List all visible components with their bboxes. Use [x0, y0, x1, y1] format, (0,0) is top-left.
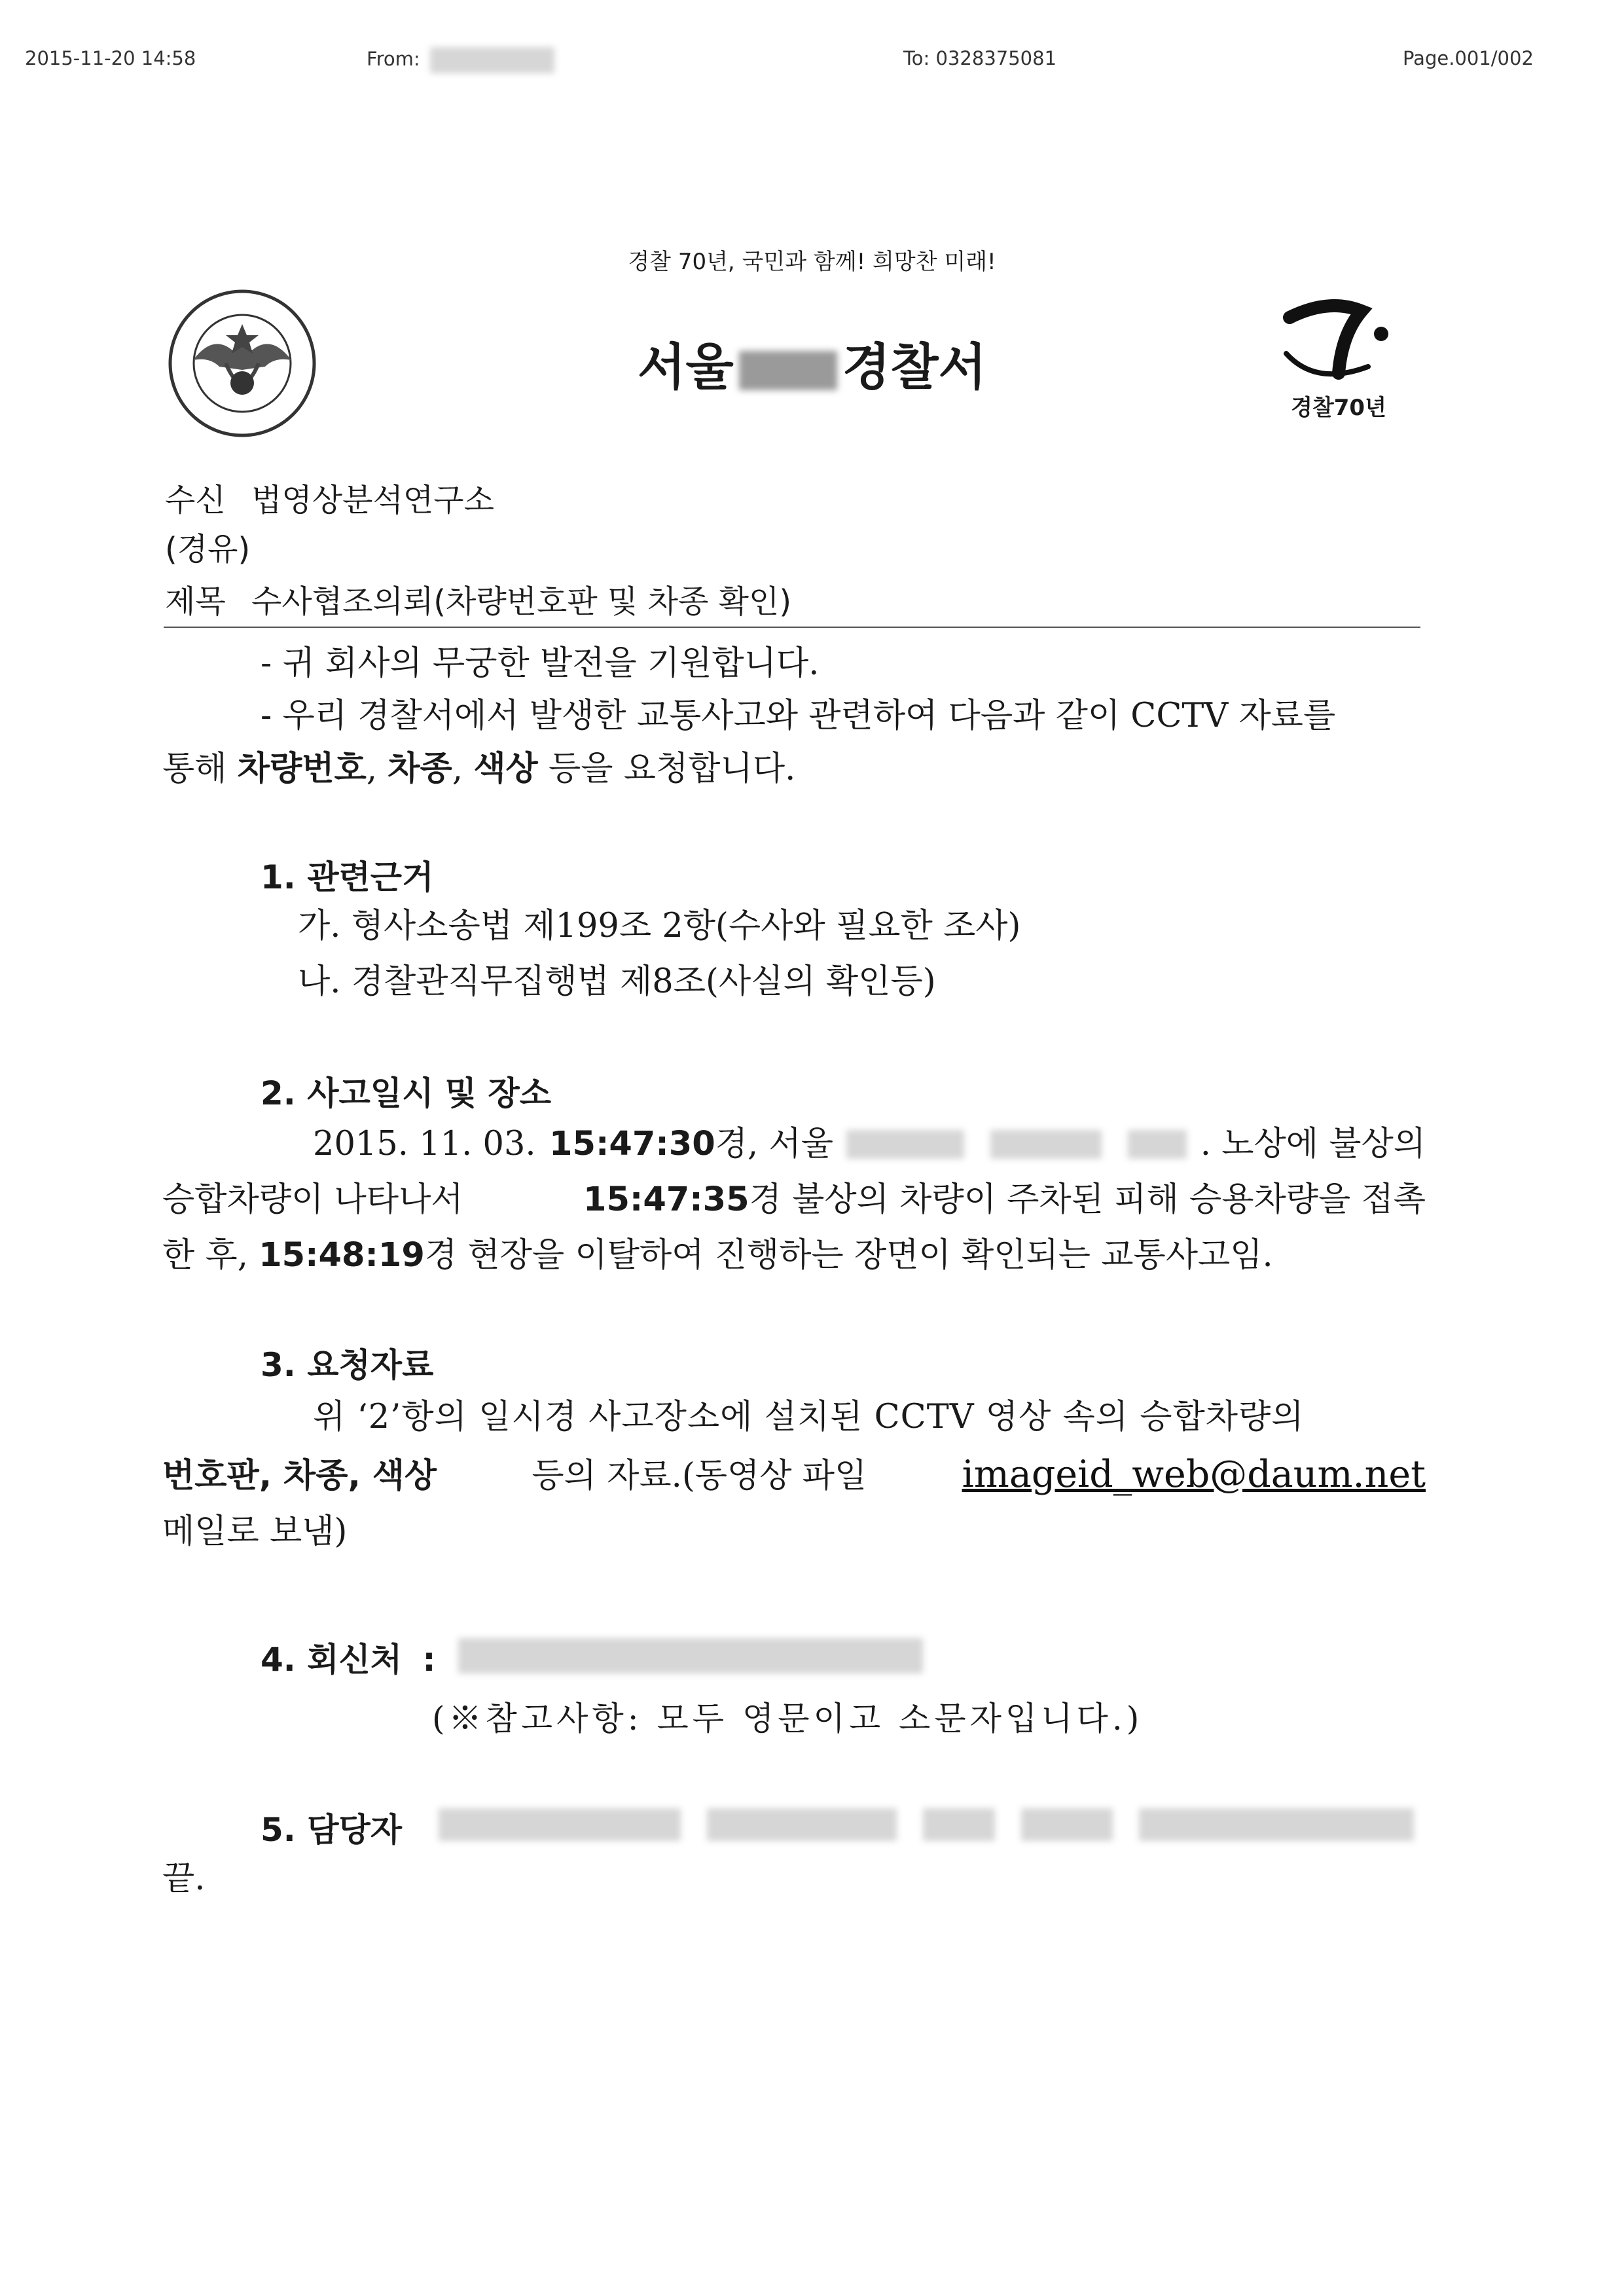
intro-text: 통해 [162, 750, 238, 788]
fax-datetime: 2015-11-20 14:58 [25, 47, 196, 69]
section-1-item-b: 나. 경찰관직무집행법 제8조(사실의 확인등) [298, 962, 936, 1001]
redacted-address [846, 1130, 1187, 1159]
section-2-text-2: 경 불상의 차량이 주차된 피해 승용차량을 접촉 [749, 1180, 1426, 1219]
fax-from [367, 47, 554, 73]
section-4-heading [261, 1633, 436, 1681]
contact-email-link[interactable]: imageid_web@daum.net [962, 1453, 1426, 1496]
section-3-line-3: 메일로 보냄) [162, 1512, 348, 1551]
fax-to: To: 0328375081 [903, 47, 1057, 69]
accident-time-3: 15:48:19 [259, 1236, 425, 1275]
section-2-text-3: 한 후, [162, 1236, 248, 1275]
redacted-sender [430, 47, 554, 73]
section-5-heading: 5. 담당자 [261, 1811, 403, 1849]
section-3-line-2 [162, 1455, 1426, 1496]
accident-place-suffix: . 노상에 불상의 [1200, 1125, 1426, 1163]
section-4-note: (※참고사항: 모두 영문이고 소문자입니다.) [432, 1700, 1144, 1738]
redacted-district [739, 351, 837, 390]
requested-items: 번호판, 차종, 색상 [162, 1457, 437, 1495]
recipient-name: 법영상분석연구소 [251, 482, 494, 519]
subject-divider [164, 627, 1420, 628]
section-2-line-3 [162, 1236, 1273, 1275]
request-model: 차종 [388, 750, 452, 788]
redacted-reply-address [458, 1638, 923, 1673]
intro-comma: , [366, 750, 388, 788]
recipient-line [165, 475, 494, 520]
intro-line-3 [162, 750, 1426, 789]
request-plate: 차량번호 [237, 750, 367, 788]
via-line: (경유) [165, 531, 251, 568]
police-70-logo [1276, 295, 1401, 426]
subject-line [165, 576, 791, 621]
intro-text-end: 등을 요청합니다. [537, 750, 796, 788]
agency-title-right: 경찰서 [842, 338, 987, 396]
subject-label: 제목 [165, 583, 226, 620]
section-2-line-1 [313, 1125, 1426, 1164]
fax-from-label: From: [367, 48, 420, 70]
redacted-contact-person [439, 1808, 1420, 1844]
section-2-text: 승합차량이 나타나서 [162, 1180, 463, 1219]
section-2-heading: 2. 사고일시 및 장소 [261, 1074, 552, 1112]
police-70-caption: 경찰70년 [1291, 395, 1386, 421]
agency-title-left: 서울 [637, 338, 734, 396]
slogan: 경찰 70년, 국민과 함께! 희망찬 미래! [628, 249, 996, 275]
intro-comma-2: , [452, 750, 474, 788]
accident-time-1: 15:47:30 [549, 1125, 715, 1163]
section-4-label: 4. 회신처 [261, 1641, 403, 1679]
section-3-line-1: 위 ‘2’항의 일시경 사고장소에 설치된 CCTV 영상 속의 승합차량의 [313, 1398, 1305, 1436]
request-color: 색상 [473, 750, 538, 788]
intro-line-2: - 우리 경찰서에서 발생한 교통사고와 관련하여 다음과 같이 CCTV 자료를 [261, 697, 1336, 735]
section-1-heading: 1. 관련근거 [261, 858, 434, 896]
recipient-label: 수신 [165, 482, 226, 519]
accident-date: 2015. 11. 03. [313, 1125, 536, 1163]
section-2-line-2 [162, 1180, 1426, 1220]
police-70-mark-icon [1276, 295, 1401, 386]
section-1-item-a: 가. 형사소송법 제199조 2항(수사와 필요한 조사) [298, 907, 1021, 945]
closing-mark: 끝. [162, 1859, 206, 1898]
fax-page-number: Page.001/002 [1403, 47, 1534, 69]
accident-time-2: 15:47:35 [583, 1180, 749, 1219]
section-4-colon: : [422, 1641, 436, 1679]
section-2-text-4: 경 현장을 이탈하여 진행하는 장면이 확인되는 교통사고임. [424, 1236, 1273, 1275]
section-3-text: 등의 자료.(동영상 파일 [532, 1457, 867, 1495]
subject-text: 수사협조의뢰(차량번호판 및 차종 확인) [251, 583, 792, 620]
intro-line-1: - 귀 회사의 무궁한 발전을 기원합니다. [261, 644, 820, 683]
section-3-heading: 3. 요청자료 [261, 1346, 434, 1384]
accident-place-prefix: 경, 서울 [715, 1125, 833, 1163]
